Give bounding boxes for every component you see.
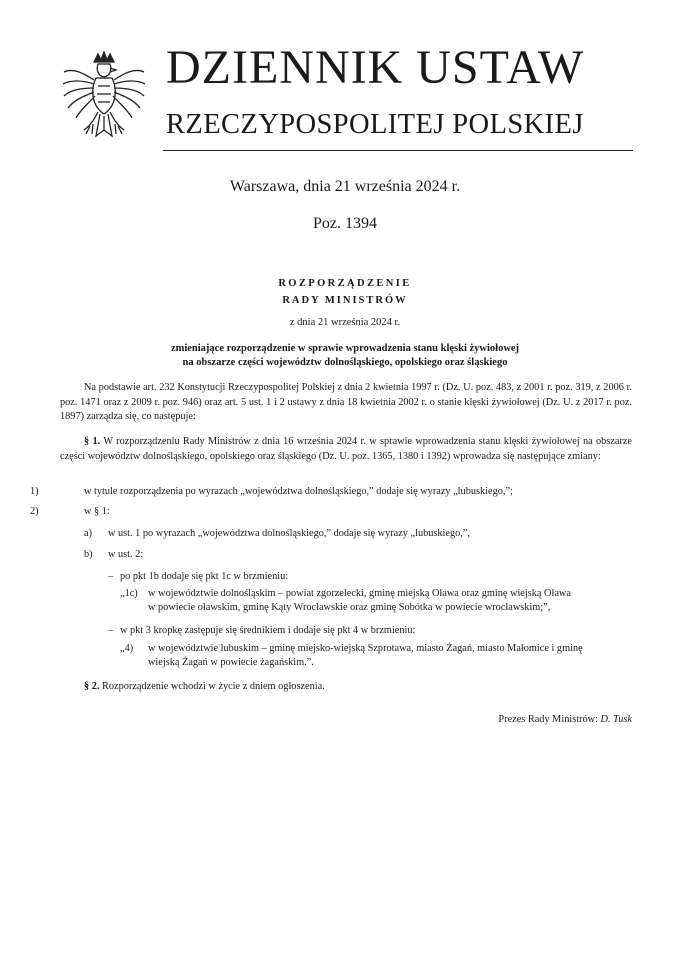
act-subject-line-1: zmieniające rozporządzenie w sprawie wprowadzenia stanu klęski żywiołowej: [170, 343, 520, 354]
quote-1-line-2: w powiecie oławskim, gminę Kąty Wrocławskie oraz gminę Sobótka w powiecie wrocławskim;”,: [148, 602, 551, 613]
journal-title: DZIENNIK USTAW: [166, 41, 585, 94]
item-1-number: 1): [30, 486, 39, 497]
act-issuer: RADY MINISTRÓW: [282, 295, 408, 306]
item-b-text: w ust. 2:: [108, 549, 144, 560]
quote-2-number: „4): [120, 643, 134, 654]
quote-1-line-1: w województwie dolnośląskim – powiat zgorzelecki, gminę miejską Oława oraz gminę wiejską Oława: [148, 588, 571, 599]
section-2-text: Rozporządzenie wchodzi w życie z dniem ogłoszenia.: [102, 681, 325, 692]
dash-2-text: w pkt 3 kropkę zastępuje się średnikiem i dodaje się pkt 4 w brzmieniu:: [120, 625, 416, 636]
quote-1-number: „1c): [120, 588, 138, 599]
signature-name: D. Tusk: [600, 714, 632, 725]
item-1-text: w tytule rozporządzenia po wyrazach „województwa dolnośląskiego,” dodaje się wyrazy „lubuskiego,”;: [84, 486, 513, 497]
item-b-letter: b): [84, 549, 93, 560]
act-date: z dnia 21 września 2024 r.: [289, 317, 401, 328]
item-a-letter: a): [84, 528, 92, 539]
item-2-text: w § 1:: [84, 506, 110, 517]
position-number: Poz. 1394: [313, 215, 377, 232]
journal-subtitle: RZECZYPOSPOLITEJ POLSKIEJ: [166, 109, 584, 140]
eagle-emblem-icon: [60, 50, 148, 150]
header-divider: [163, 150, 633, 151]
dash-1-text: po pkt 1b dodaje się pkt 1c w brzmieniu:: [120, 571, 289, 582]
place-date: Warszawa, dnia 21 września 2024 r.: [229, 178, 461, 195]
signature-role: Prezes Rady Ministrów:: [498, 714, 598, 725]
dash-1-marker: –: [108, 571, 114, 582]
signature: [498, 714, 632, 725]
dash-2-marker: –: [108, 625, 114, 636]
quote-2-line-1: w województwie lubuskim – gminę miejsko-wiejską Szprotawa, miasto Żagań, miasto Małomice i gminę: [148, 643, 583, 654]
item-2-number: 2): [30, 506, 39, 517]
section-1-text: W rozporządzeniu Rady Ministrów z dnia 16 września 2024 r. w sprawie wprowadzenia stanu klęski żywiołowej na obszarze części województw dolnośląskiego, opolskiego oraz śląskiego (Dz. U. poz. 1365, 1380 i 1392) wprowadza się następujące zmiany:: [60, 436, 632, 462]
section-2-paragraph: [84, 680, 325, 695]
legal-basis-paragraph: Na podstawie art. 232 Konstytucji Rzeczypospolitej Polskiej z dnia 2 kwietnia 1997 r. (Dz. U. poz. 483, z 2001 r. poz. 319, z 2006 r. poz. 1471 oraz z 2009 r. poz. 946) oraz art. 5 ust. 1 i 2 ustawy z dnia 18 kwietnia 2002 r. o stanie klęski żywiołowej (Dz. U. z 2017 r. poz. 1897) zarządza się, co następuje:: [60, 382, 632, 422]
section-2-label: § 2.: [84, 681, 100, 692]
act-type: ROZPORZĄDZENIE: [278, 278, 412, 289]
item-a-text: w ust. 1 po wyrazach „województwa dolnośląskiego,” dodaje się wyrazy „lubuskiego,”,: [108, 528, 470, 539]
section-1-label: § 1.: [84, 436, 101, 447]
quote-2-line-2: wiejską Żagań w powiecie żagańskim.”.: [148, 657, 314, 668]
act-subject-line-2: na obszarze części województw dolnośląskiego, opolskiego oraz śląskiego: [182, 357, 508, 368]
section-1-paragraph: [60, 435, 632, 464]
